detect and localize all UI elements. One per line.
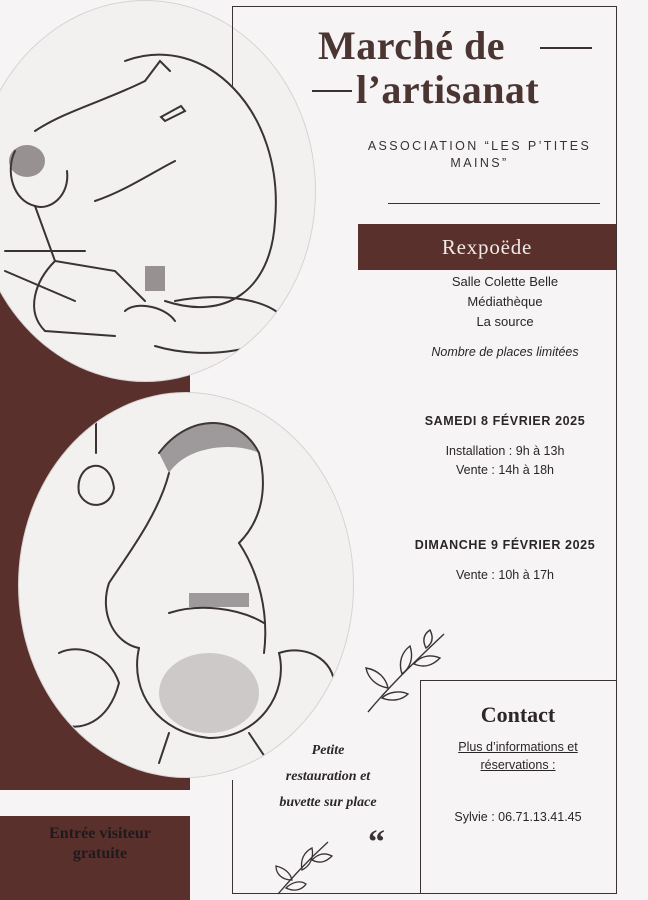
illustration-sculptor <box>0 0 316 382</box>
location-name: Rexpoëde <box>441 234 533 259</box>
catering-frame-left <box>232 780 233 894</box>
quote-mark: “ <box>368 824 385 861</box>
sculptor-drawing <box>0 1 315 381</box>
catering-text <box>240 738 416 816</box>
title-dash-2 <box>312 90 352 92</box>
association-underline <box>388 203 600 204</box>
frame-line-top <box>232 6 616 7</box>
band-gap <box>0 790 190 816</box>
venue-line: Médiathèque <box>467 294 543 309</box>
venue-line: Salle Colette Belle <box>451 274 559 289</box>
catering-line: buvette sur place <box>279 795 377 810</box>
saturday-sale: Vente : 14h à 18h <box>455 463 554 477</box>
saturday-installation: Installation : 9h à 13h <box>445 444 565 458</box>
leaf-branch-icon <box>272 834 334 896</box>
sunday-sale: Vente : 10h à 17h <box>455 568 554 582</box>
free-entry-line: Entrée visiteur <box>49 825 151 842</box>
location-banner <box>358 224 616 270</box>
contact-info-line: Plus d’informations et <box>458 740 578 754</box>
sunday-date: DIMANCHE 9 FÉVRIER 2025 <box>414 538 596 552</box>
contact-info-link[interactable] <box>420 738 616 774</box>
contact-title: Contact <box>480 702 556 727</box>
title-line-2: l’artisanat <box>356 67 540 112</box>
limited-places-note: Nombre de places limitées <box>431 345 579 359</box>
venue-line: La source <box>476 314 534 329</box>
contact-phone: Sylvie : 06.71.13.41.45 <box>454 810 582 824</box>
free-entry-line: gratuite <box>72 845 128 862</box>
frame-line-left <box>232 6 233 86</box>
illustration-potter <box>18 392 354 778</box>
contact-info-line: réservations : <box>480 758 556 772</box>
free-entry-label <box>0 824 200 864</box>
catering-line: restauration et <box>285 769 371 784</box>
association-name: ASSOCIATION “LES P’TITES MAINS” <box>367 139 592 170</box>
title-line-1: Marché de <box>318 23 506 68</box>
potter-drawing <box>19 393 353 777</box>
catering-line: Petite <box>311 743 345 758</box>
title-dash-1 <box>540 47 592 49</box>
saturday-date: SAMEDI 8 FÉVRIER 2025 <box>424 414 586 428</box>
